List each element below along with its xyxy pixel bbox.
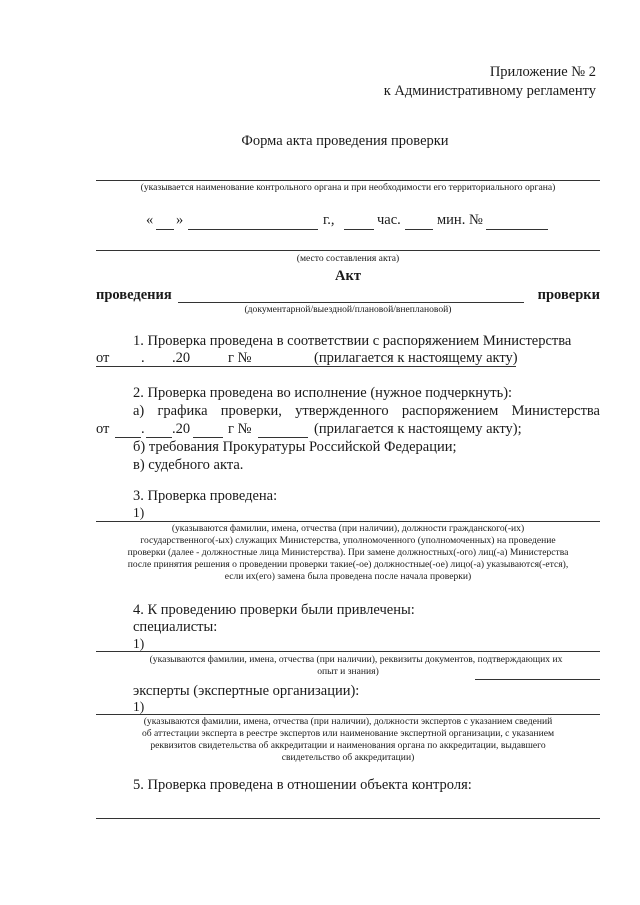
place-caption: (место составления акта) [296,253,400,264]
section2-day-blank [115,437,141,438]
section2-word: утвержденного [295,403,389,419]
section4-experts-line [96,714,600,715]
section5-text: 5. Проверка проведена в отношении объекта контроля: [133,777,472,793]
section3-caption-2: государственного(-ых) служащих Министерства, уполномоченного (уполномоченных) на проведение [140,535,556,546]
act-title: Акт [335,268,361,284]
date-hour-line [344,229,374,230]
act-type-line [178,302,524,303]
date-number-label: мин. № [437,212,483,228]
org-name-line [96,180,600,181]
section1-number-blank [258,366,308,367]
section2-item-b: б) требования Прокуратуры Российской Федерации; [133,439,457,455]
section1-attached: (прилагается к настоящему акту) [314,350,518,366]
section4-item1-specialists: 1) [133,636,145,651]
section4-experts: эксперты (экспертные организации): [133,683,360,699]
appendix-number: Приложение № 2 [489,64,596,80]
section1-month-blank [146,366,172,367]
date-day-line [156,229,174,230]
section4-caption1-2: опыт и знания) [317,666,379,677]
section2-text: 2. Проверка проведена во исполнение (нужное подчеркнуть): [133,385,513,401]
section4-caption2-3: реквизитов свидетельства об аккредитации и наименования органа по аккредитации, выдавшего [150,740,546,751]
section2-g-no: г № [228,421,252,437]
section4-caption2-2: об аттестации эксперта в реестре экспертов или наименование экспертной организации, с указанием [141,728,555,739]
form-title: Форма акта проведения проверки [241,133,449,149]
section3-caption-3: проверки (далее - должностные лица Министерства). При замене должностных(-ого) лиц(-а) Министерства [127,547,569,558]
section1-year-blank [193,366,223,367]
date-year-label: г., [323,212,335,228]
appendix-regulation: к Административному регламенту [383,83,596,99]
section1-g-no: г № [228,350,252,366]
section3-item1: 1) [133,505,145,520]
section1-from: от [96,350,110,366]
section4-caption2-1: (указываются фамилии, имена, отчества (при наличии), должности экспертов с указанием сведений [143,716,553,727]
section2-dot1: . [141,421,145,437]
section4-caption2-4: свидетельство об аккредитации) [281,752,415,763]
section2-word: а) [133,403,145,419]
section3-caption-1: (указываются фамилии, имена, отчества (при наличии), должности гражданского(-их) [171,523,525,534]
section4-short-line [475,679,600,680]
section2-item-c: в) судебного акта. [133,457,244,473]
section3-line [96,521,600,522]
section3-text: 3. Проверка проведена: [133,488,278,504]
section3-caption-4: после принятия решения о проведении проверки такие(-ое) должностные(-ое) лицо(-а) указываются(-ется), [127,559,569,570]
section1-year-prefix: .20 [172,350,191,366]
section2-year-prefix: .20 [172,421,191,437]
section1-day-blank [115,366,141,367]
date-quote-close: » [176,212,184,228]
act-subtitle-left: проведения [96,287,172,303]
act-type-caption: (документарной/выездной/плановой/внеплановой) [244,304,452,315]
section5-line [96,818,600,819]
act-subtitle-right: проверки [537,287,600,303]
section2-month-blank [146,437,172,438]
section4-caption1-1: (указываются фамилии, имена, отчества (при наличии), реквизиты документов, подтверждающих их [149,654,563,665]
date-month-line [188,229,318,230]
section2-word: Министерства [511,403,600,419]
section2-attached: (прилагается к настоящему акту); [314,421,522,437]
section2-word: проверки, [220,403,282,419]
section4-text: 4. К проведению проверки были привлечены: [133,602,415,618]
date-number-line [486,229,548,230]
section1-dot1: . [141,350,145,366]
section4-item1-experts: 1) [133,699,145,714]
section2-year-blank [193,437,223,438]
section2-item-a [133,403,600,420]
section1-text: 1. Проверка проведена в соответствии с распоряжением Министерства [133,333,572,349]
section4-specialists: специалисты: [133,619,218,635]
date-quote-open: « [146,212,154,228]
section2-word: распоряжением [401,403,499,419]
section3-caption-5: если их(его) замена была проведена после начала проверки) [224,571,472,582]
section2-from: от [96,421,110,437]
section2-number-blank [258,437,308,438]
section4-specialists-line [96,651,600,652]
place-line [96,250,600,251]
date-hour-label: час. [377,212,401,228]
section2-word: графика [157,403,208,419]
date-minute-line [405,229,433,230]
org-caption: (указывается наименование контрольного органа и при необходимости его территориального органа) [140,182,556,193]
